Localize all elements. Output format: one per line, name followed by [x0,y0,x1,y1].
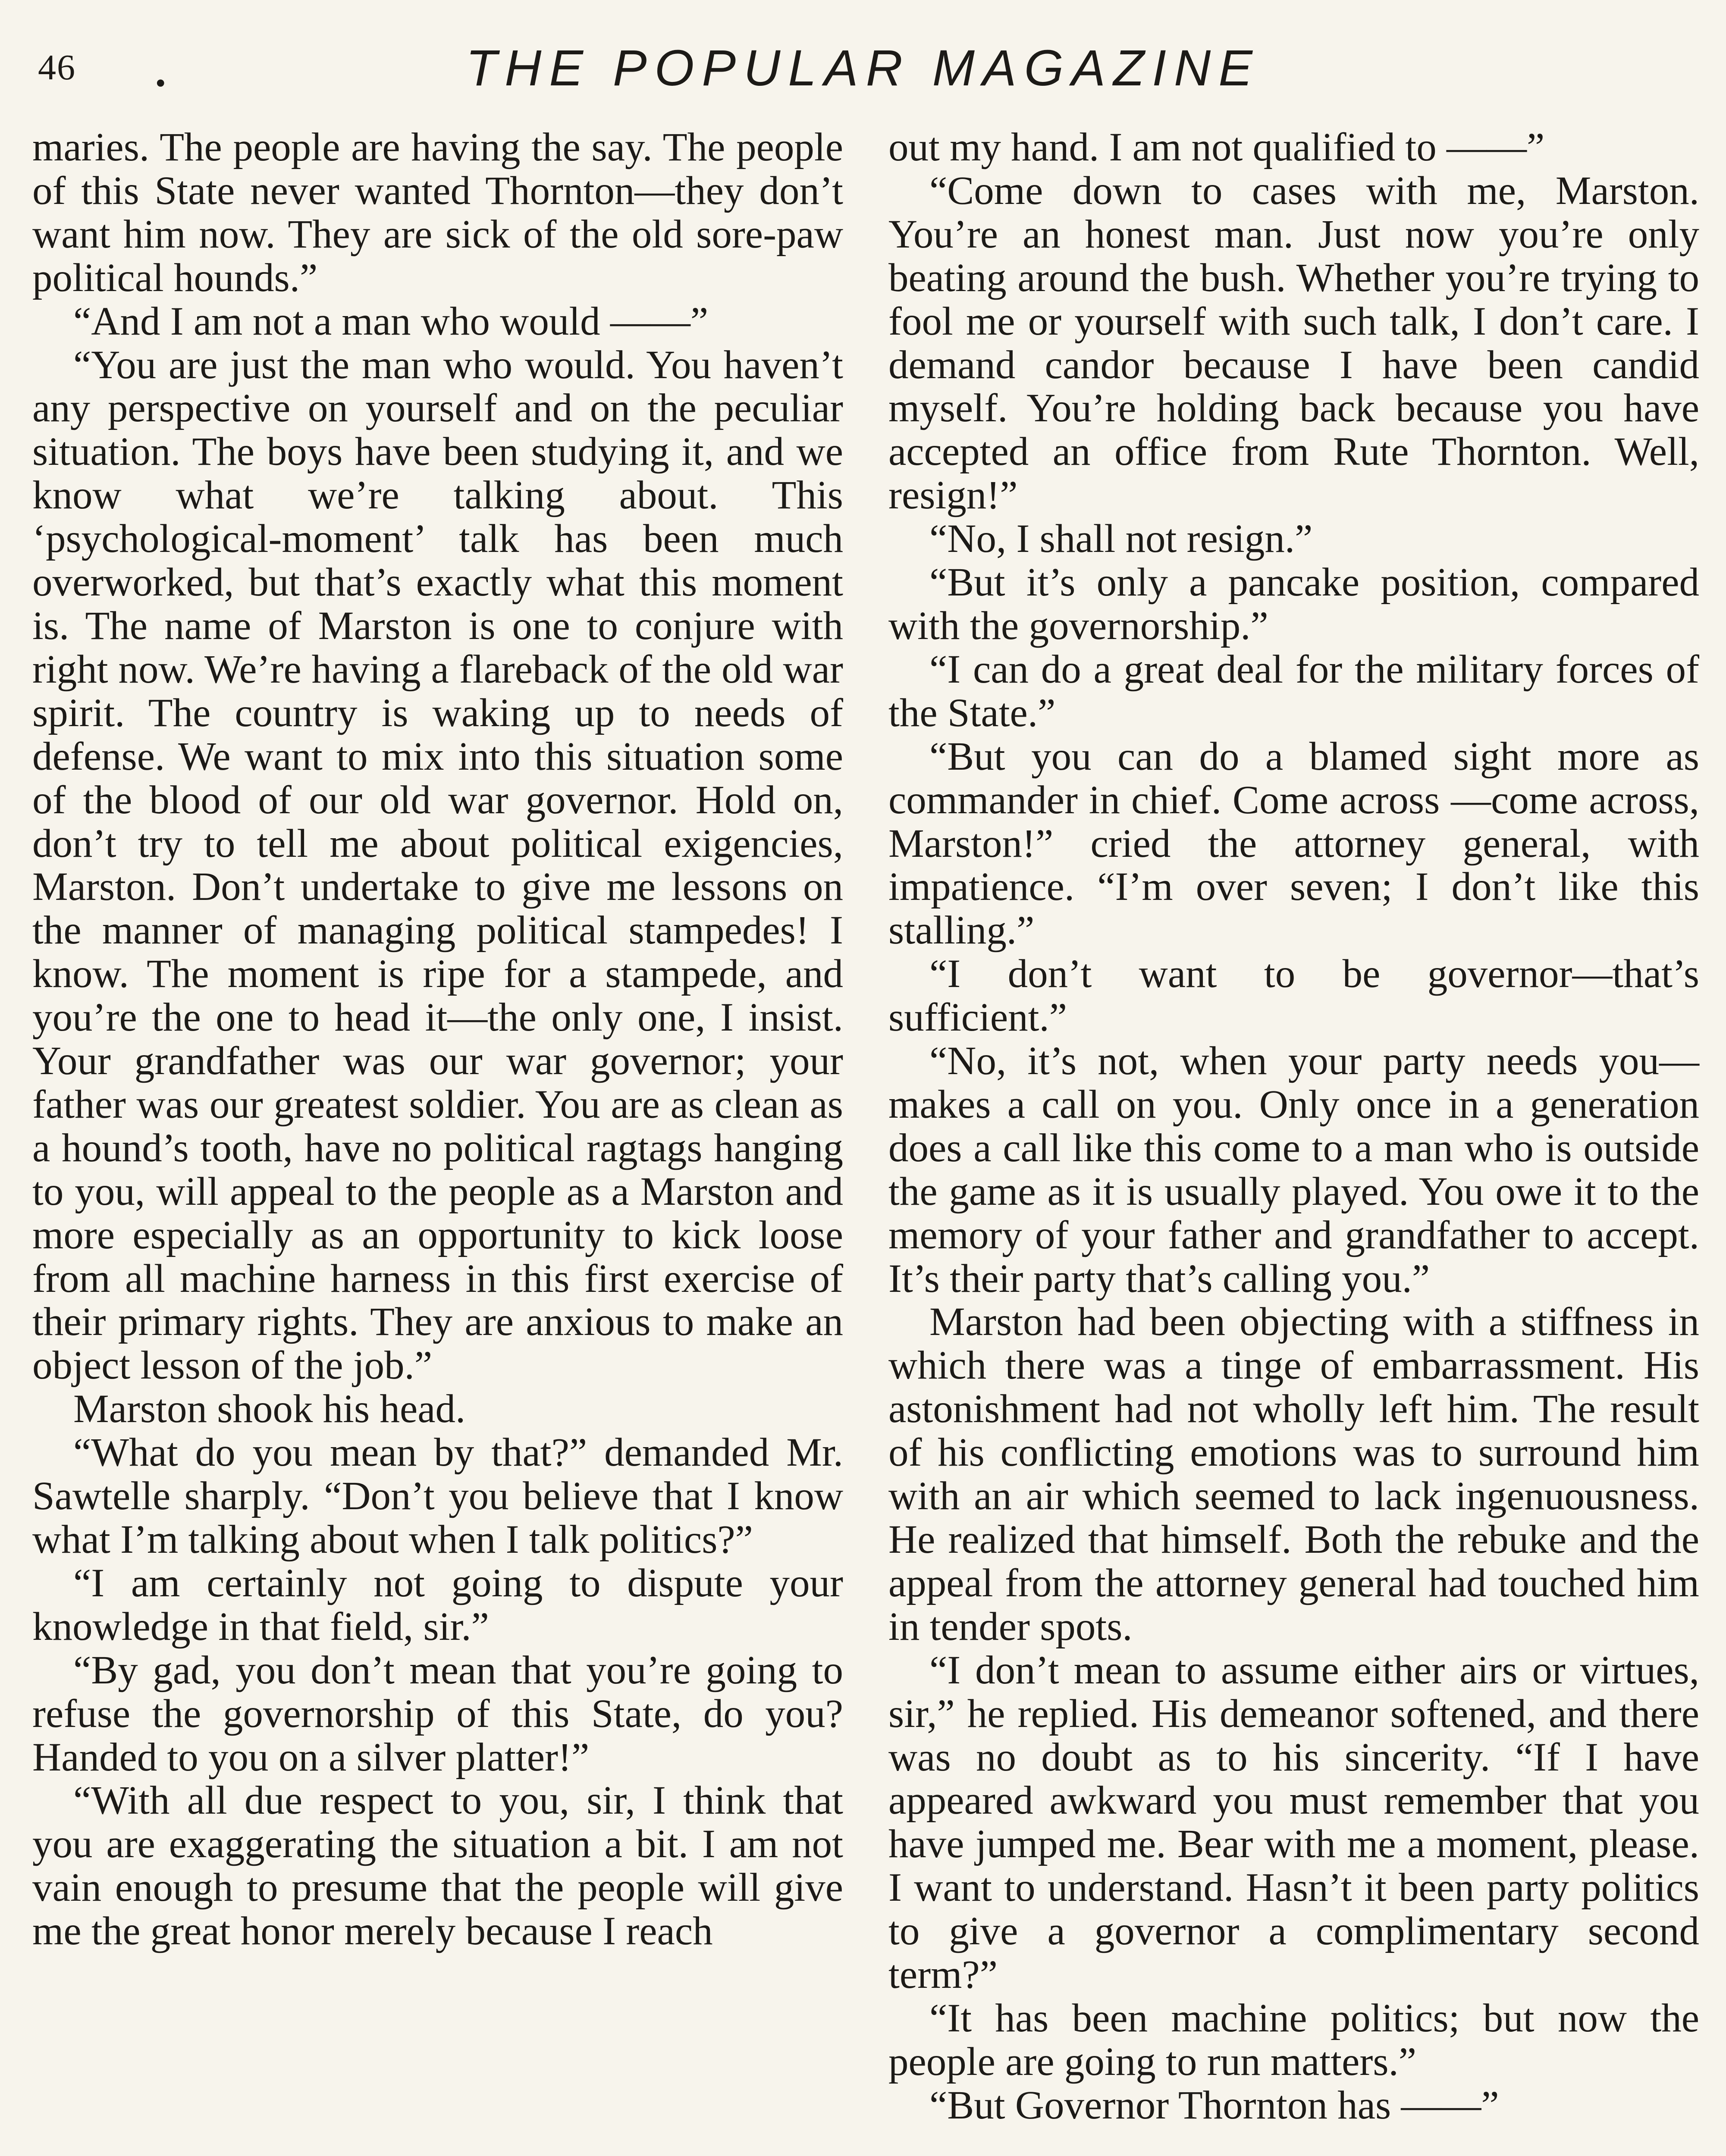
paragraph: “I don’t mean to assume either airs or virtues, sir,” he replied. His demeanor softened, and there was no doubt as to his sincerity. “If I have appeared awkward you must remember that you have jumped me. Bear with me a moment, please. I want to understand. Hasn’t it been party politics to give a governor a complimentary second term?” [888,1648,1699,1997]
paragraph: “What do you mean by that?” demanded Mr. Sawtelle sharply. “Don’t you believe that I know what I’m talking about when I talk politics?” [32,1430,843,1562]
paragraph: “I don’t want to be governor—that’s sufficient.” [888,952,1699,1040]
running-title: THE POPULAR MAGAZINE [466,40,1260,97]
paragraph: “And I am not a man who would ——” [73,299,709,344]
paragraph: “It has been machine politics; but now the people are going to run matters.” [888,1996,1699,2084]
page-header [0,39,1726,103]
paragraph: out my hand. I am not qualified to ——” [888,125,1545,169]
paragraph: “I can do a great deal for the military forces of the State.” [888,647,1699,735]
paragraph: Marston shook his head. [73,1387,466,1432]
paragraph: “But you can do a blamed sight more as commander in chief. Come across —come across, Marston!” cried the attorney general, with impatience. “I’m over seven; I don’t like this stalling.” [888,734,1699,953]
paragraph: “But it’s only a pancake position, compared with the governorship.” [888,560,1699,648]
paragraph: “I am certainly not going to dispute your knowledge in that field, sir.” [32,1561,843,1649]
paragraph: “You are just the man who would. You haven’t any perspective on yourself and on the peculiar situation. The boys have been studying it, and we know what we’re talking about. This ‘psychological-moment’ talk has been much overworked, but that’s exactly what this moment is. The name of Marston is one to conjure with right now. We’re having a flareback of the old war spirit. The country is waking up to needs of defense. We want to mix into this situation some of the blood of our old war governor. Hold on, don’t try to tell me about political exigencies, Marston. Don’t undertake to give me lessons on the manner of managing political stampedes! I know. The moment is ripe for a stampede, and you’re the one to head it—the only one, I insist. Your grandfather was our war governor; your father was our greatest soldier. You are as clean as a hound’s tooth, have no political ragtags hanging to you, will appeal to the people as a Marston and more especially as an opportunity to kick loose from all machine harness in this first exercise of their primary rights. They are anxious to make an object lesson of the job.” [32,342,843,1388]
paragraph: maries. The people are having the say. The people of this State never wanted Thornton—they don’t want him now. They are sick of the old sore-paw political hounds.” [32,125,843,300]
ornament-dot: • [155,67,166,100]
paragraph: “No, I shall not resign.” [929,517,1313,561]
paragraph: Marston had been objecting with a stiffness in which there was a tinge of embarrassment. His astonishment had not wholly left him. The result of his conflicting emotions was to surround him with an air which seemed to lack ingenuousness. He realized that himself. Both the rebuke and the appeal from the attorney general had touched him in tender spots. [888,1300,1699,1649]
right-column [888,126,1699,2156]
paragraph: “By gad, you don’t mean that you’re going to refuse the governorship of this State, do you? Handed to you on a silver platter!” [32,1648,843,1780]
paragraph: “No, it’s not, when your party needs you—makes a call on you. Only once in a generation does a call like this come to a man who is outside the game as it is usually played. You owe it to the memory of your father and grandfather to accept. It’s their party that’s calling you.” [888,1039,1699,1301]
page-number: 46 [38,47,76,88]
paragraph: “With all due respect to you, sir, I think that you are exaggerating the situation a bit. I am not vain enough to presume that the people will give me the great honor merely because I reach [32,1778,843,1954]
paragraph: “But Governor Thornton has ——” [929,2083,1499,2128]
paragraph: “Come down to cases with me, Marston. You’re an honest man. Just now you’re only beating around the bush. Whether you’re trying to fool me or yourself with such talk, I don’t care. I demand candor because I have been candid myself. You’re holding back because you have accepted an office from Rute Thornton. Well, resign!” [888,168,1699,518]
left-column [32,126,843,2156]
